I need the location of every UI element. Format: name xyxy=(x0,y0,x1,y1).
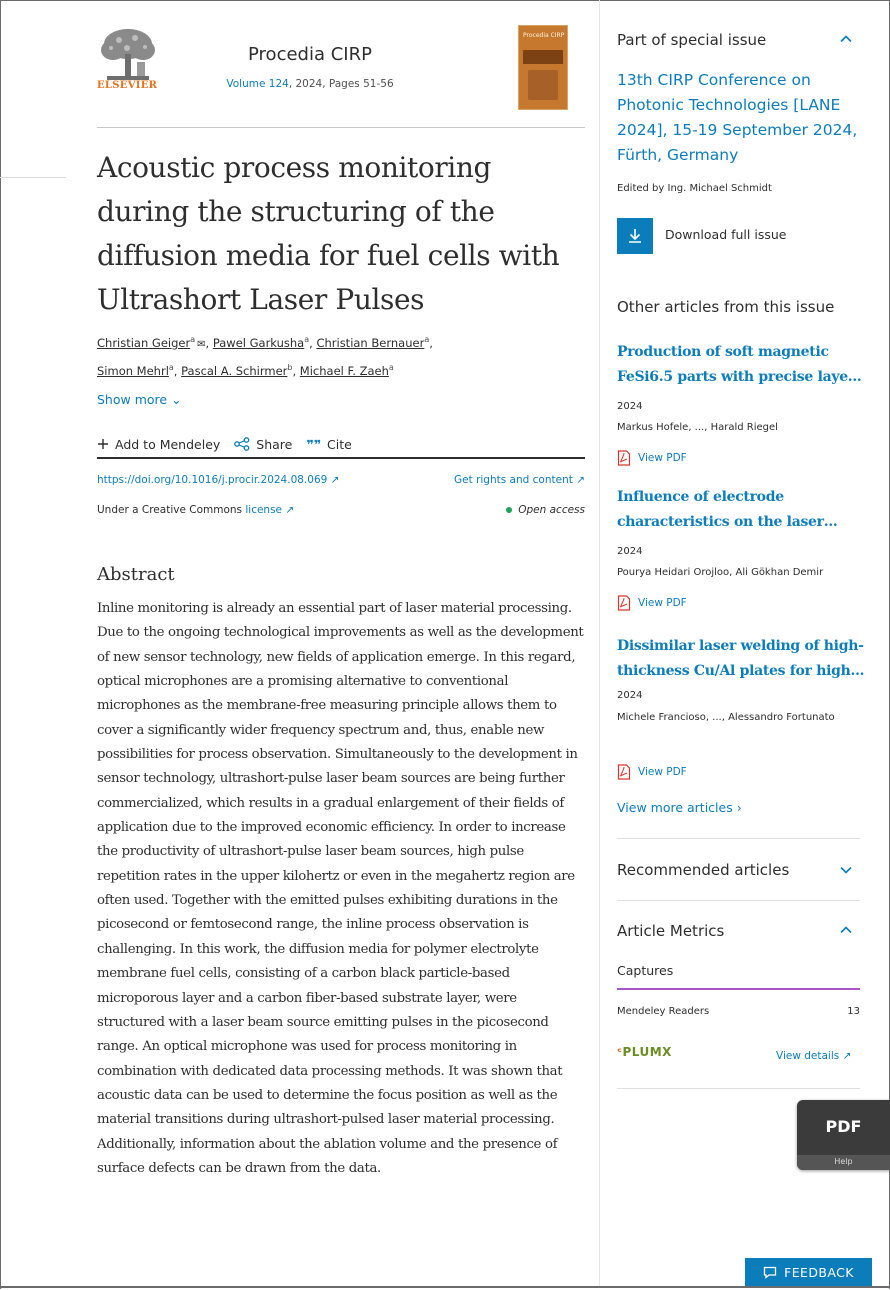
sidebar-rule xyxy=(617,900,860,901)
pdf-file-icon xyxy=(617,595,631,611)
envelope-icon[interactable]: ✉ xyxy=(197,338,206,350)
cite-button[interactable] xyxy=(306,437,351,452)
other-article-authors-2: Pourya Heidari Orojloo, Ali Gökhan Demir xyxy=(617,567,824,578)
author-list xyxy=(97,328,577,383)
plumx-brand: PLUMX xyxy=(622,1045,672,1059)
license-prefix: Under a Creative Commons xyxy=(97,504,243,516)
chevron-up-icon[interactable] xyxy=(838,31,854,47)
view-pdf-label-3: View PDF xyxy=(638,766,687,778)
share-button[interactable] xyxy=(234,437,292,452)
author-entry xyxy=(97,336,213,350)
share-label: Share xyxy=(256,436,293,452)
plumx-logo xyxy=(617,1045,672,1059)
plus-icon xyxy=(97,438,109,450)
download-issue-button[interactable] xyxy=(617,218,653,254)
other-article-title-2[interactable]: Influence of electrode characteristics on the laser… xyxy=(617,489,838,530)
author-affiliation[interactable]: b xyxy=(287,362,293,372)
elsevier-tree-logo[interactable] xyxy=(97,22,159,88)
other-article-title-1[interactable]: Production of soft magnetic FeSi6.5 parts with precise laye… xyxy=(617,344,862,385)
author-entry xyxy=(300,364,394,378)
author-separator: , xyxy=(205,335,213,350)
pdf-file-icon xyxy=(617,450,631,466)
view-more-label: View more articles xyxy=(617,800,733,815)
article-title: Acoustic process monitoring during the structuring of the diffusion media for fuel cells with Ultrashort Laser Pulses xyxy=(97,151,560,316)
chevron-right-icon: › xyxy=(736,800,742,815)
view-pdf-label-1: View PDF xyxy=(638,452,687,464)
author-name[interactable]: Pawel Garkusha xyxy=(212,335,305,350)
other-articles-heading: Other articles from this issue xyxy=(617,298,835,316)
author-separator: , xyxy=(309,335,317,350)
external-link-icon: ↗ xyxy=(576,474,585,486)
cite-label: Cite xyxy=(327,436,352,452)
view-pdf-label-2: View PDF xyxy=(638,597,687,609)
author-name[interactable]: Simon Mehrl xyxy=(97,363,169,378)
abstract-text: Inline monitoring is already an essential part of laser material processing. Due to the ongoing technological improvements as well as the development of new sensor technology, new fields of application emerge. In this regard, optical microphones are a promising alternative to conventional microphones as the membrane-free measuring principle allows them to cover a significantly wider frequency spectrum and, thus, enable new possibilities for process observation. Simultaneously to the development in sensor technology, ultrashort-pulse laser beam sources are being further commercialized, which results in a gradual enlargement of their fields of application due to the improved economic efficiency. In order to increase the productivity of ultrashort-pulse laser beam sources, high pulse repetition rates in the upper kilohertz or even in the megahertz region are often used. Together with the emitted pulses exhibiting durations in the picosecond or femtosecond range, the inline process observation is challenging. In this work, the diffusion media for polymer electrolyte membrane fuel cells, consisting of a carbon black particle-based microporous layer and a carbon fiber-based substrate layer, were structured with a laser beam source emitting pulses in the picosecond range. An optical microphone was used for process monitoring in combination with dedicated data processing methods. It was shown that acoustic data can be used to determine the focus position as well as the material transitions during ultrashort-pulsed laser material processing. Additionally, information about the ablation volume and the presence of surface defects can be drawn from the data. xyxy=(97,601,584,1176)
view-pdf-button-3[interactable] xyxy=(617,764,687,780)
author-affiliation[interactable]: a xyxy=(190,335,196,344)
author-affiliation[interactable]: a xyxy=(424,335,430,344)
author-name[interactable]: Michael F. Zaeh xyxy=(299,363,389,378)
cover-image xyxy=(528,70,558,100)
open-access-label: Open access xyxy=(518,504,585,516)
page-bottom-border xyxy=(0,1286,890,1288)
doi-link[interactable] xyxy=(97,474,339,486)
article-metrics-heading: Article Metrics xyxy=(617,922,725,940)
add-to-mendeley-button[interactable] xyxy=(97,437,220,452)
edited-by: Edited by Ing. Michael Schmidt xyxy=(617,183,772,194)
pdf-floating-button[interactable] xyxy=(797,1100,890,1170)
author-separator: , xyxy=(429,335,433,350)
download-issue-label[interactable]: Download full issue xyxy=(665,227,787,242)
mendeley-readers-count: 13 xyxy=(847,1006,860,1017)
view-details-link[interactable]: View details ↗ xyxy=(776,1050,852,1062)
view-pdf-button-1[interactable] xyxy=(617,450,687,466)
sidebar-divider xyxy=(599,0,600,1286)
show-more-label: Show more xyxy=(97,392,168,407)
volume-link[interactable]: Volume 124 xyxy=(226,78,289,90)
author-separator: , xyxy=(292,363,300,378)
other-article-title-3[interactable]: Dissimilar laser welding of high-thickness Cu/Al plates for high… xyxy=(617,638,865,679)
help-label[interactable]: Help xyxy=(797,1155,890,1170)
view-more-articles-link[interactable] xyxy=(617,800,742,815)
volume-details: , 2024, Pages 51-56 xyxy=(288,78,394,90)
author-name[interactable]: Christian Geiger xyxy=(97,335,191,350)
other-article-year-3: 2024 xyxy=(617,690,643,701)
pdf-file-icon xyxy=(617,764,631,780)
other-article-year-2: 2024 xyxy=(617,546,643,557)
left-panel-rule xyxy=(0,177,66,178)
author-name[interactable]: Pascal A. Schirmer xyxy=(181,363,288,378)
abstract-heading: Abstract xyxy=(97,564,175,585)
license-link-text: license xyxy=(245,504,283,516)
license-row xyxy=(97,504,585,516)
rights-text: Get rights and content xyxy=(454,474,573,486)
author-affiliation[interactable]: a xyxy=(304,335,310,344)
special-issue-heading: Part of special issue xyxy=(617,31,767,49)
chevron-down-icon: ⌄ xyxy=(171,392,182,407)
author-entry xyxy=(213,336,317,350)
author-affiliation[interactable]: a xyxy=(388,362,394,372)
sidebar-rule xyxy=(617,838,860,839)
feedback-button[interactable] xyxy=(745,1258,872,1286)
journal-title[interactable]: Procedia CIRP xyxy=(248,44,372,65)
cover-band xyxy=(523,50,563,64)
feedback-label: FEEDBACK xyxy=(784,1264,854,1280)
special-issue-link[interactable]: 13th CIRP Conference on Photonic Technologies [LANE 2024], 15-19 September 2024, Fürth, Germany xyxy=(617,71,858,164)
rights-link[interactable] xyxy=(454,474,585,486)
external-link-icon: ↗ xyxy=(330,474,340,486)
license-link[interactable]: license ↗ xyxy=(245,504,295,516)
author-entry xyxy=(97,364,181,378)
doi-text: https://doi.org/10.1016/j.procir.2024.08.069 xyxy=(97,474,328,486)
publisher-name: ELSEVIER xyxy=(97,80,158,91)
show-more-button[interactable] xyxy=(97,392,182,407)
author-separator: , xyxy=(173,363,182,378)
recommended-articles-heading[interactable]: Recommended articles xyxy=(617,861,790,879)
pdf-button-label: PDF xyxy=(825,1117,862,1136)
author-name[interactable]: Christian Bernauer xyxy=(316,335,425,350)
journal-cover[interactable] xyxy=(518,25,568,110)
other-article-authors-3: Michele Francioso, ..., Alessandro Fortunato xyxy=(617,712,835,723)
doi-row xyxy=(97,474,585,486)
author-entry xyxy=(181,364,300,378)
captures-underline xyxy=(617,988,860,990)
mendeley-readers-label: Mendeley Readers xyxy=(617,1006,710,1017)
open-access-dot xyxy=(506,507,512,513)
sidebar-rule xyxy=(617,1088,860,1089)
header-divider xyxy=(97,127,585,128)
author-affiliation[interactable]: a xyxy=(168,362,174,372)
other-article-authors-1: Markus Hofele, ..., Harald Riegel xyxy=(617,422,778,433)
download-icon xyxy=(617,218,653,254)
chevron-down-icon[interactable] xyxy=(838,862,854,878)
chevron-up-icon[interactable] xyxy=(838,922,854,938)
mendeley-label: Add to Mendeley xyxy=(115,436,221,452)
view-pdf-button-2[interactable] xyxy=(617,595,687,611)
share-icon xyxy=(234,437,250,451)
article-toolbar xyxy=(97,431,585,459)
chat-bubble-icon xyxy=(763,1266,777,1279)
other-article-year-1: 2024 xyxy=(617,401,643,412)
plumx-mark-icon: ᶜ xyxy=(617,1045,623,1059)
quote-icon: ❞❞ xyxy=(306,436,322,452)
view-details-label: View details xyxy=(776,1050,840,1062)
captures-tab[interactable]: Captures xyxy=(617,963,674,978)
author-entry xyxy=(316,336,432,350)
cover-journal-name: Procedia CIRP xyxy=(523,32,565,39)
open-access-badge xyxy=(506,504,585,516)
journal-volume-info xyxy=(190,78,430,90)
